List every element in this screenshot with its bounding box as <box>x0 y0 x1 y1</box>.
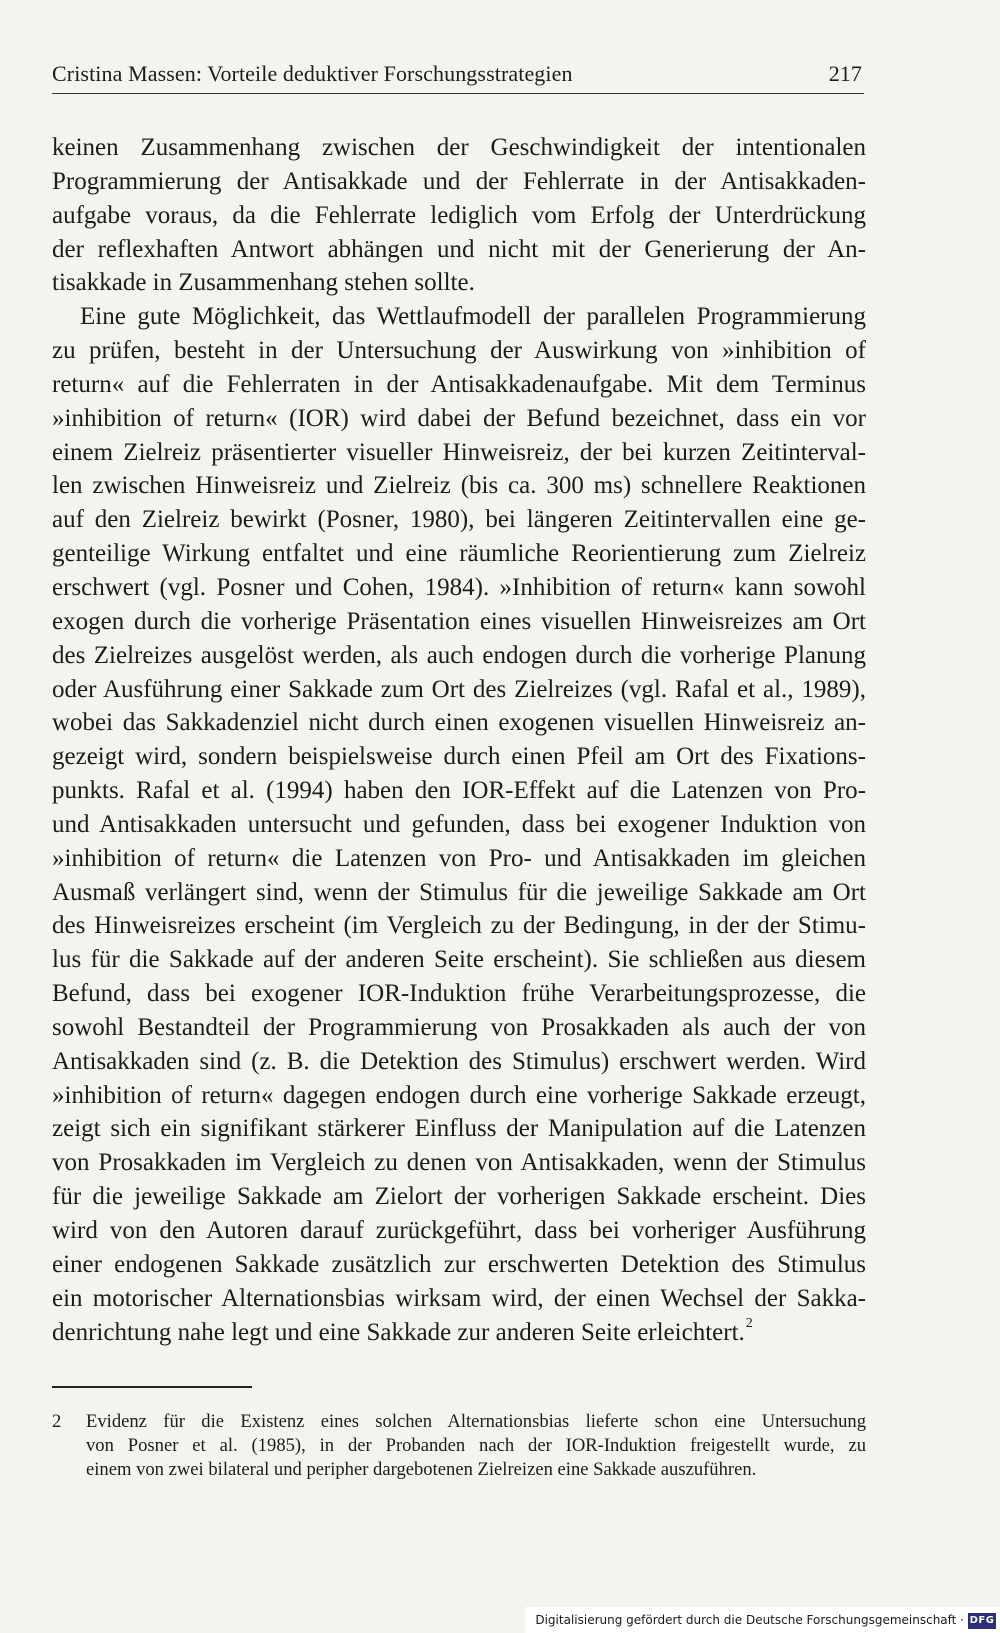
text-line: Antisakkaden sind (z. B. die Detektion des Stimulus) erschwert werden. Wird <box>52 1047 866 1075</box>
text-line: auf den Zielreiz bewirkt (Posner, 1980), bei längeren Zeitintervallen eine ge- <box>52 506 866 534</box>
running-head <box>52 57 862 91</box>
footnote-number: 2 <box>52 1411 62 1432</box>
text-line: »inhibition of return« die Latenzen von Pro- und Antisakkaden im gleichen <box>52 844 866 872</box>
text-line: wird von den Autoren darauf zurückgeführt, dass bei vorheriger Ausführung <box>52 1217 866 1244</box>
text-line-content: denrichtung nahe legt und eine Sakkade zur anderen Seite erleichtert. <box>52 1318 745 1346</box>
page-number: 217 <box>828 61 862 86</box>
text-line: wobei das Sakkadenziel nicht durch einen exogenen visuellen Hinweisreiz an- <box>52 709 866 737</box>
footnote-line: von Posner et al. (1985), in der Probanden nach der IOR-Induktion freigestellt wurde, zu <box>86 1435 866 1456</box>
footnote-line: einem von zwei bilateral und peripher dargebotenen Zielreizen eine Sakkade auszuführen. <box>86 1459 757 1480</box>
text-line: Befund, dass bei exogener IOR-Induktion frühe Verarbeitungsprozesse, die <box>52 980 866 1008</box>
text-line: für die jeweilige Sakkade am Zielort der vorherigen Sakkade erscheint. Dies <box>52 1183 866 1211</box>
text-line: von Prosakkaden im Vergleich zu denen von Antisakkaden, wenn der Stimulus <box>52 1149 866 1177</box>
text-line: Ausmaß verlängert sind, wenn der Stimulus für die jeweilige Sakkade am Ort <box>52 878 866 906</box>
text-line: des Hinweisreizes erscheint (im Vergleich zu der Bedingung, in der der Stimu- <box>52 912 866 940</box>
digitization-credit <box>525 1607 1000 1633</box>
text-line: einem Zielreiz präsentierter visueller Hinweisreiz, der bei kurzen Zeitinterval- <box>52 438 866 466</box>
text-line: tisakkade in Zusammenhang stehen sollte. <box>52 269 475 297</box>
running-head-title: Cristina Massen: Vorteile deduktiver Forschungsstrategien <box>52 61 573 86</box>
footnote-rule <box>52 1386 252 1388</box>
text-line-last <box>52 1316 866 1350</box>
footnote-line <box>52 1410 866 1434</box>
footnote-reference[interactable]: 2 <box>745 1316 753 1332</box>
text-line: des Zielreizes ausgelöst werden, als auch endogen durch die vorherige Planung <box>52 641 866 669</box>
text-line: sowohl Bestandteil der Programmierung von Prosakkaden als auch der von <box>52 1013 866 1041</box>
footnote-text: Evidenz für die Existenz eines solchen Alternationsbias lieferte schon eine Untersuchung <box>86 1411 866 1432</box>
text-line: erschwert (vgl. Posner und Cohen, 1984). »Inhibition of return« kann sowohl <box>52 573 866 601</box>
text-line: lus für die Sakkade auf der anderen Seite erscheint). Sie schließen aus diesem <box>52 946 866 974</box>
text-line: oder Ausführung einer Sakkade zum Ort des Zielreizes (vgl. Rafal et al., 1989), <box>52 675 866 703</box>
text-line: zu prüfen, besteht in der Untersuchung der Auswirkung von »inhibition of <box>52 337 866 365</box>
text-line: einer endogenen Sakkade zusätzlich zur erschwerten Detektion des Stimulus <box>52 1250 866 1278</box>
paragraph-first-line: Eine gute Möglichkeit, das Wettlaufmodell der parallelen Programmierung <box>80 303 866 331</box>
body-text <box>52 131 866 1349</box>
text-line: aufgabe voraus, da die Fehlerrate lediglich vom Erfolg der Unterdrückung <box>52 201 866 229</box>
credit-text: Digitalisierung gefördert durch die Deutsche Forschungsgemeinschaft · <box>535 1613 964 1627</box>
text-line: exogen durch die vorherige Präsentation eines visuellen Hinweisreizes am Ort <box>52 607 866 635</box>
text-line: und Antisakkaden untersucht und gefunden, dass bei exogener Induktion von <box>52 810 866 838</box>
text-line: Programmierung der Antisakkade und der Fehlerrate in der Antisakkaden- <box>52 167 866 195</box>
text-line: der reflexhaften Antwort abhängen und nicht mit der Generierung der An- <box>52 235 866 263</box>
text-line: punkts. Rafal et al. (1994) haben den IOR-Effekt auf die Latenzen von Pro- <box>52 777 866 805</box>
footnote <box>52 1410 866 1482</box>
text-line: genteilige Wirkung entfaltet und eine räumliche Reorientierung zum Zielreiz <box>52 540 866 568</box>
text-line: »inhibition of return« dagegen endogen durch eine vorherige Sakkade erzeugt, <box>52 1081 866 1109</box>
text-line: zeigt sich ein signifikant stärkerer Einfluss der Manipulation auf die Latenzen <box>52 1115 866 1143</box>
text-line: »inhibition of return« (IOR) wird dabei der Befund bezeichnet, dass ein vor <box>52 404 866 432</box>
header-rule <box>52 93 864 94</box>
dfg-logo: DFG <box>968 1613 996 1629</box>
text-line: gezeigt wird, sondern beispielsweise durch einen Pfeil am Ort des Fixations- <box>52 743 866 771</box>
text-line: len zwischen Hinweisreiz und Zielreiz (bis ca. 300 ms) schnellere Reaktionen <box>52 472 866 500</box>
text-line: keinen Zusammenhang zwischen der Geschwindigkeit der intentionalen <box>52 134 866 161</box>
text-line: return« auf die Fehlerraten in der Antisakkadenaufgabe. Mit dem Terminus <box>52 370 866 398</box>
text-line: ein motorischer Alternationsbias wirksam wird, der einen Wechsel der Sakka- <box>52 1284 866 1312</box>
